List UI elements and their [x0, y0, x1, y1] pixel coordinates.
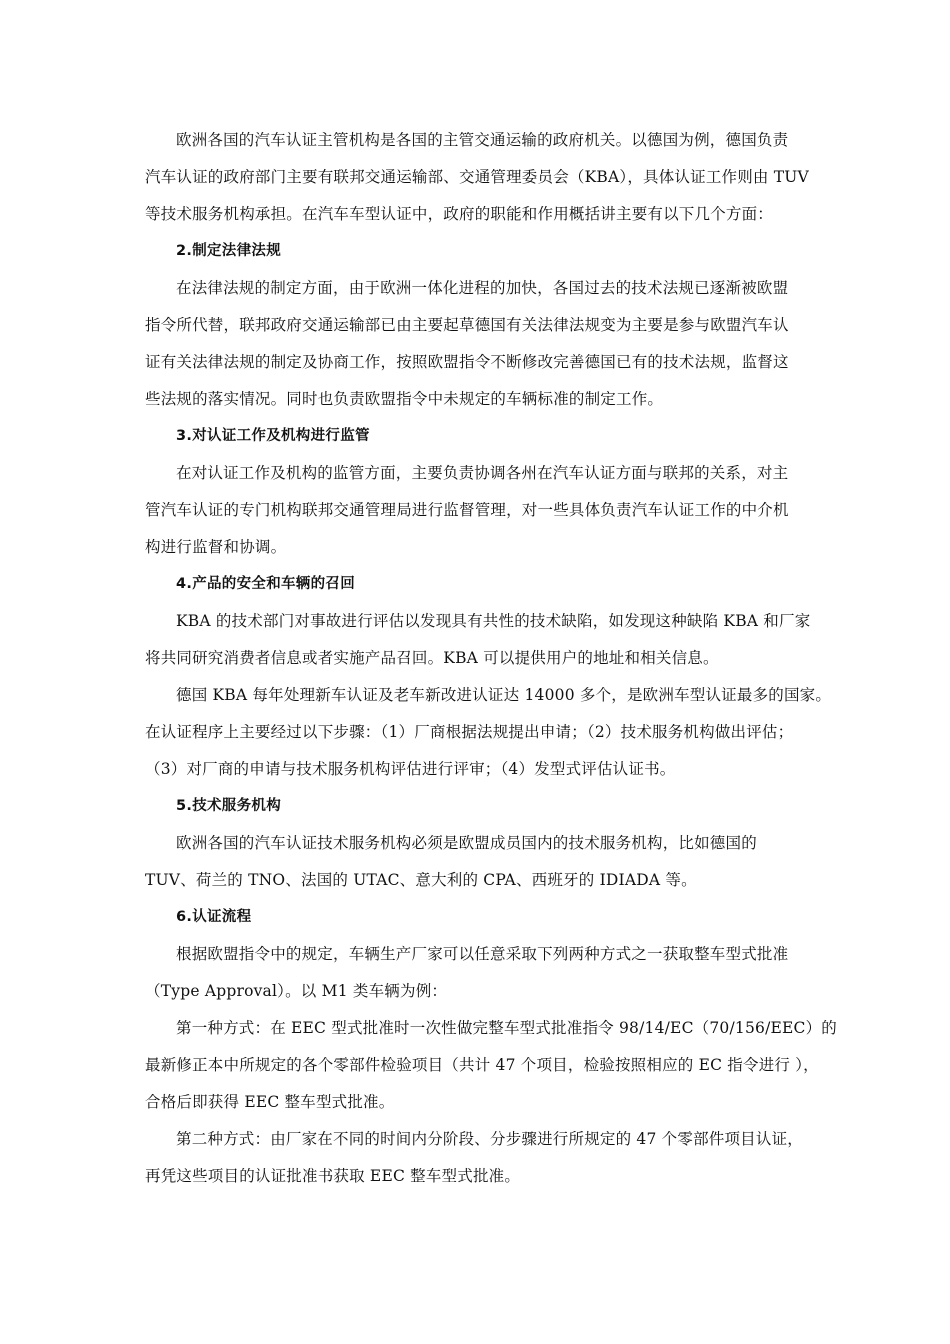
paragraph-line: 合格后即获得 EEC 整车型式批准。	[145, 1093, 395, 1111]
paragraph-line: 第一种方式：在 EEC 型式批准时一次性做完整车型式批准指令 98/14/EC（70/156/EEC）的	[176, 1019, 837, 1037]
paragraph-line: 汽车认证的政府部门主要有联邦交通运输部、交通管理委员会（KBA），具体认证工作则由 TUV	[145, 168, 809, 186]
paragraph-line: TUV、荷兰的 TNO、法国的 UTAC、意大利的 CPA、西班牙的 IDIADA 等。	[145, 871, 697, 889]
paragraph-line: 等技术服务机构承担。在汽车车型认证中，政府的职能和作用概括讲主要有以下几个方面：	[145, 205, 774, 223]
paragraph-line: 第二种方式：由厂家在不同的时间内分阶段、分步骤进行所规定的 47 个零部件项目认证，	[176, 1130, 803, 1148]
section3-paragraph	[145, 455, 815, 566]
section5-paragraph	[145, 825, 815, 899]
paragraph-line: 在认证程序上主要经过以下步骤：（1）厂商根据法规提出申请；（2）技术服务机构做出评估；	[145, 723, 794, 741]
paragraph-line: 根据欧盟指令中的规定，车辆生产厂家可以任意采取下列两种方式之一获取整车型式批准	[176, 945, 789, 963]
section-heading-6: 6.认证流程	[176, 909, 252, 925]
paragraph-line: 将共同研究消费者信息或者实施产品召回。KBA 可以提供用户的地址和相关信息。	[145, 649, 719, 667]
section4-paragraph-2	[145, 677, 832, 788]
section6-paragraph-3	[145, 1121, 815, 1195]
paragraph-line: 在法律法规的制定方面，由于欧洲一体化进程的加快，各国过去的技术法规已逐渐被欧盟	[176, 279, 789, 297]
paragraph-line: 构进行监督和协调。	[145, 538, 287, 556]
document-page	[145, 122, 837, 1195]
section-heading-2: 2.制定法律法规	[176, 243, 281, 259]
section2-paragraph	[145, 270, 815, 418]
paragraph-line: KBA 的技术部门对事故进行评估以发现具有共性的技术缺陷，如发现这种缺陷 KBA 和厂家	[176, 612, 811, 630]
paragraph-line: 证有关法律法规的制定及协商工作，按照欧盟指令不断修改完善德国已有的技术法规，监督这	[145, 353, 789, 371]
paragraph-line: 欧洲各国的汽车认证技术服务机构必须是欧盟成员国内的技术服务机构，比如德国的	[176, 834, 757, 852]
paragraph-line: 德国 KBA 每年处理新车认证及老车新改进认证达 14000 多个，是欧洲车型认证最多的国家。	[176, 686, 832, 704]
section6-paragraph-2	[145, 1010, 837, 1121]
paragraph-line: 些法规的落实情况。同时也负责欧盟指令中未规定的车辆标准的制定工作。	[145, 390, 664, 408]
section4-paragraph-1	[145, 603, 815, 677]
section-heading-5: 5.技术服务机构	[176, 798, 281, 814]
paragraph-line: 再凭这些项目的认证批准书获取 EEC 整车型式批准。	[145, 1167, 521, 1185]
paragraph-line: 最新修正本中所规定的各个零部件检验项目（共计 47 个项目，检验按照相应的 EC 指令进行 ），	[145, 1056, 819, 1074]
paragraph-line: 指令所代替，联邦政府交通运输部已由主要起草德国有关法律法规变为主要是参与欧盟汽车认	[145, 316, 789, 334]
paragraph-line: （3）对厂商的申请与技术服务机构评估进行评审；（4）发型式评估认证书。	[145, 760, 676, 778]
paragraph-line: 欧洲各国的汽车认证主管机构是各国的主管交通运输的政府机关。以德国为例，德国负责	[176, 131, 789, 149]
paragraph-line: 在对认证工作及机构的监管方面，主要负责协调各州在汽车认证方面与联邦的关系，对主	[176, 464, 789, 482]
paragraph-line: （Type Approval）。以 M1 类车辆为例：	[145, 982, 448, 1000]
intro-paragraph	[145, 122, 815, 233]
section-heading-4: 4.产品的安全和车辆的召回	[176, 576, 355, 592]
section6-paragraph-1	[145, 936, 815, 1010]
paragraph-line: 管汽车认证的专门机构联邦交通管理局进行监督管理，对一些具体负责汽车认证工作的中介机	[145, 501, 789, 519]
section-heading-3: 3.对认证工作及机构进行监管	[176, 428, 370, 444]
